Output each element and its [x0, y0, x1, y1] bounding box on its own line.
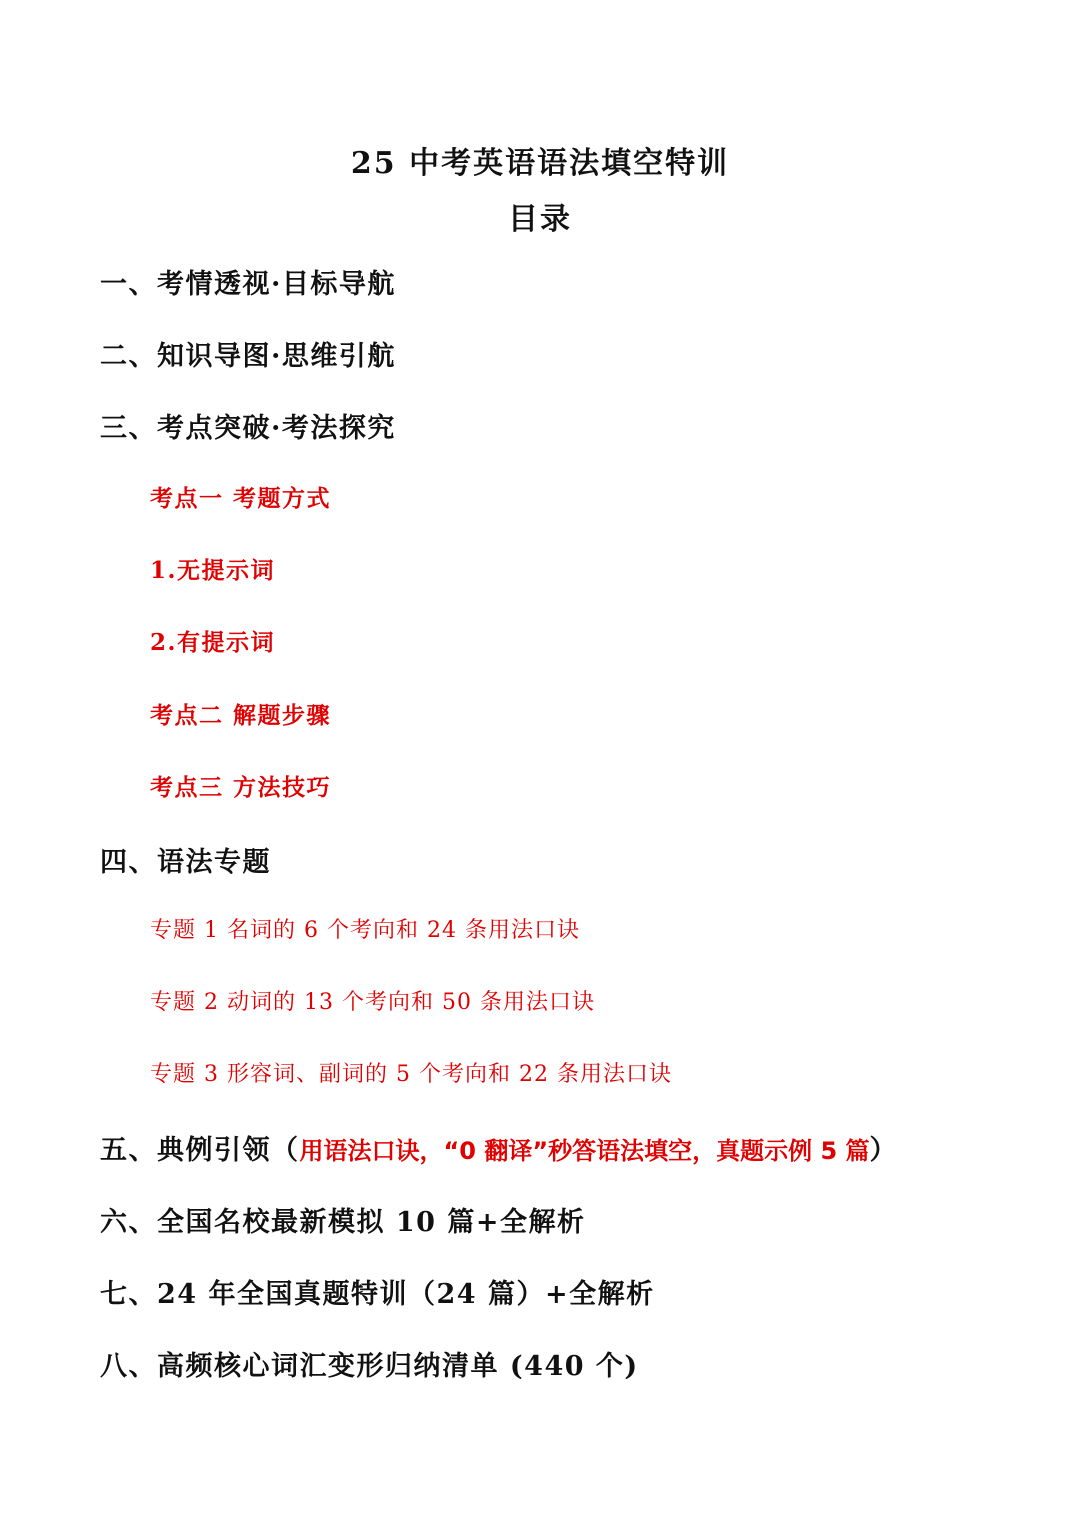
toc-topic: 专题 2 动词的 13 个考向和 50 条用法口诀	[150, 990, 595, 1015]
toc-section-5-highlight: 用语法口诀，“0 翻译”秒答语法填空，真题示例 5 篇	[299, 1137, 870, 1165]
toc-section-1: 一、考情透视·目标导航	[100, 269, 396, 300]
toc-section-5	[100, 1128, 898, 1167]
toc-section-2: 二、知识导图·思维引航	[100, 341, 396, 372]
toc-subitem: 2.有提示词	[150, 629, 276, 656]
toc-subitem: 考点一 考题方式	[150, 485, 332, 512]
toc-topic: 专题 3 形容词、副词的 5 个考向和 22 条用法口诀	[150, 1062, 672, 1087]
toc-subitem: 考点二 解题步骤	[150, 702, 332, 729]
toc-topic: 专题 1 名词的 6 个考向和 24 条用法口诀	[150, 918, 580, 943]
toc-section-4: 四、语法专题	[100, 847, 271, 878]
toc-section-6: 六、全国名校最新模拟 10 篇+全解析	[100, 1207, 586, 1238]
toc-section-8: 八、高频核心词汇变形归纳清单 (440 个)	[100, 1351, 639, 1382]
toc-heading: 目录	[508, 202, 572, 237]
toc-section-3: 三、考点突破·考法探究	[100, 413, 396, 444]
toc-section-5-prefix: 五、典例引领（	[100, 1135, 300, 1166]
toc-section-5-suffix: ）	[869, 1135, 899, 1166]
toc-subitem: 考点三 方法技巧	[150, 774, 332, 801]
toc-subitem: 1.无提示词	[150, 557, 276, 584]
document-title: 25 中考英语语法填空特训	[350, 146, 730, 181]
toc-section-7: 七、24 年全国真题特训（24 篇）+全解析	[100, 1279, 655, 1310]
